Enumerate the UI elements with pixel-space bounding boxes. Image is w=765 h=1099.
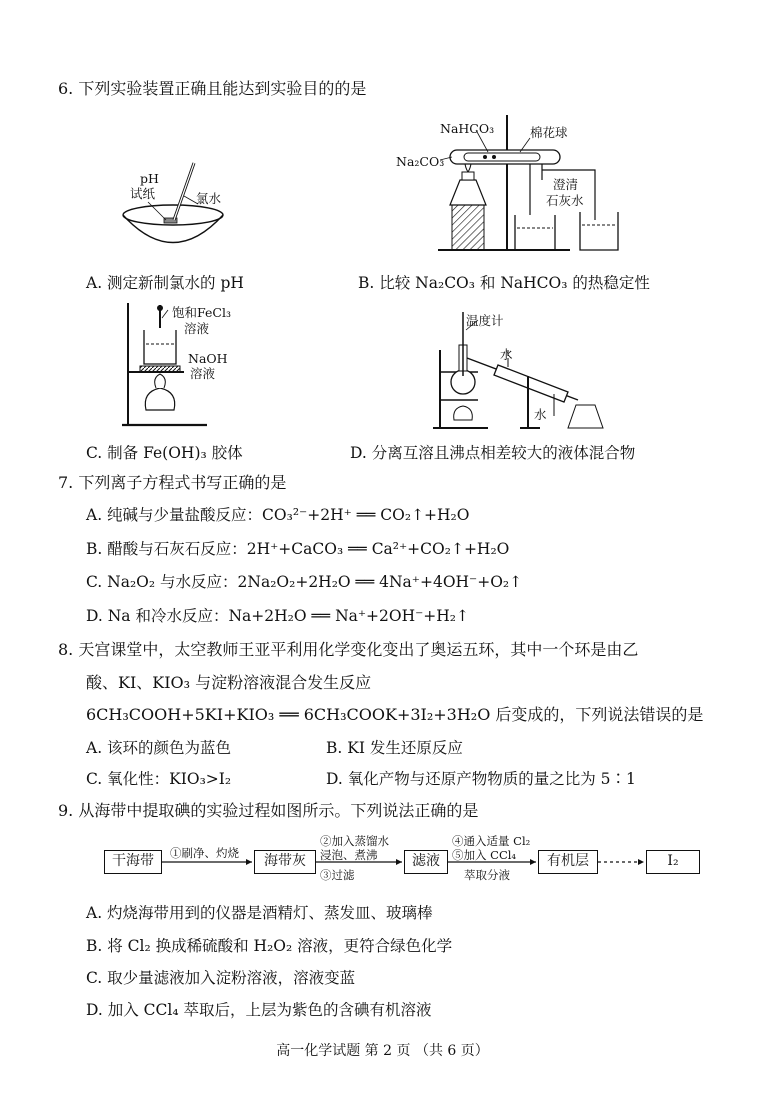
fig-b-cotton-label: 棉花球	[530, 125, 568, 140]
figure-b-thermal-stability	[390, 110, 620, 260]
q8-option-c: C. 氧化性：KIO₃>I₂	[86, 770, 232, 788]
q6-stem: 6. 下列实验装置正确且能达到实验目的的是	[58, 79, 367, 98]
figure-c-colloid	[112, 300, 252, 430]
q9-option-d: D. 加入 CCl₄ 萃取后，上层为紫色的含碘有机溶液	[86, 1001, 432, 1019]
fig-b-lime-label-1: 澄清	[553, 177, 579, 192]
q6-option-c: C. 制备 Fe(OH)₃ 胶体	[86, 444, 243, 462]
q7-option-b: B. 醋酸与石灰石反应：2H⁺+CaCO₃ ══ Ca²⁺+CO₂↑+H₂O	[86, 540, 510, 558]
flow-box-kelp-ash: 海带灰	[254, 850, 316, 874]
flow-box-iodine: I₂	[646, 850, 700, 874]
q7-stem: 7. 下列离子方程式书写正确的是	[58, 473, 287, 492]
q6-option-d: D. 分离互溶且沸点相差较大的液体混合物	[350, 444, 636, 462]
q8-stem-line-3: 6CH₃COOH+5KI+KIO₃ ══ 6CH₃COOK+3I₂+3H₂O 后变成的，下列说法错误的是	[86, 705, 704, 724]
fig-a-paper-label: 试纸	[130, 186, 156, 201]
q6-option-b: B. 比较 Na₂CO₃ 和 NaHCO₃ 的热稳定性	[358, 274, 650, 292]
figure-a-ph-test	[118, 160, 228, 260]
flow-step-2b: 浸泡、煮沸	[320, 848, 378, 862]
q9-flowchart	[104, 834, 704, 894]
fig-d-water-in-label: 水	[500, 347, 513, 362]
figure-d-distillation	[428, 310, 608, 435]
flow-step-4: ④通入适量 Cl₂	[452, 834, 531, 848]
fig-a-ph-label: pH	[140, 171, 159, 186]
q9-option-c: C. 取少量滤液加入淀粉溶液，溶液变蓝	[86, 969, 356, 987]
q8-stem-line-1: 8. 天宫课堂中，太空教师王亚平利用化学变化变出了奥运五环，其中一个环是由乙	[58, 640, 639, 659]
flow-box-filtrate: 滤液	[404, 850, 448, 874]
flow-step-5: ⑤加入 CCl₄	[452, 848, 517, 862]
q8-option-a: A. 该环的颜色为蓝色	[86, 739, 232, 757]
q9-option-b: B. 将 Cl₂ 换成稀硫酸和 H₂O₂ 溶液，更符合绿色化学	[86, 937, 453, 955]
fig-b-lime-label-2: 石灰水	[546, 193, 584, 208]
flow-step-3: ③过滤	[320, 868, 355, 882]
flow-box-organic-layer: 有机层	[538, 850, 598, 874]
fig-c-fecl3-label-1: 饱和FeCl₃	[172, 305, 231, 320]
q8-stem-line-2: 酸、KI、KIO₃ 与淀粉溶液混合发生反应	[86, 673, 372, 692]
fig-a-water-label: 氯水	[196, 191, 222, 206]
q6-option-a: A. 测定新制氯水的 pH	[86, 274, 244, 292]
flow-box-dry-kelp: 干海带	[104, 850, 162, 874]
q8-option-d: D. 氧化产物与还原产物物质的量之比为 5∶1	[326, 770, 636, 788]
q7-option-a: A. 纯碱与少量盐酸反应：CO₃²⁻+2H⁺ ══ CO₂↑+H₂O	[86, 506, 470, 524]
fig-c-fecl3-label-2: 溶液	[184, 321, 210, 336]
fig-b-na2co3-label: Na₂CO₃	[396, 154, 445, 169]
fig-d-thermometer-label: 温度计	[466, 313, 504, 328]
fig-d-water-out-label: 水	[534, 407, 547, 422]
q9-option-a: A. 灼烧海带用到的仪器是酒精灯、蒸发皿、玻璃棒	[86, 904, 433, 922]
fig-c-naoh-label-1: NaOH	[188, 351, 228, 366]
flow-step-6: 萃取分液	[464, 868, 510, 882]
q8-option-b: B. KI 发生还原反应	[326, 739, 463, 757]
page-footer: 高一化学试题 第 2 页 （共 6 页）	[276, 1043, 489, 1059]
flow-step-1: ①刷净、灼烧	[170, 846, 239, 860]
flow-step-2a: ②加入蒸馏水	[320, 834, 389, 848]
q7-option-c: C. Na₂O₂ 与水反应：2Na₂O₂+2H₂O ══ 4Na⁺+4OH⁻+O₂↑	[86, 573, 523, 591]
q7-option-d: D. Na 和冷水反应：Na+2H₂O ══ Na⁺+2OH⁻+H₂↑	[86, 607, 470, 625]
fig-c-naoh-label-2: 溶液	[190, 366, 216, 381]
q9-stem: 9. 从海带中提取碘的实验过程如图所示。下列说法正确的是	[58, 801, 479, 820]
fig-b-nahco3-label: NaHCO₃	[440, 121, 495, 136]
